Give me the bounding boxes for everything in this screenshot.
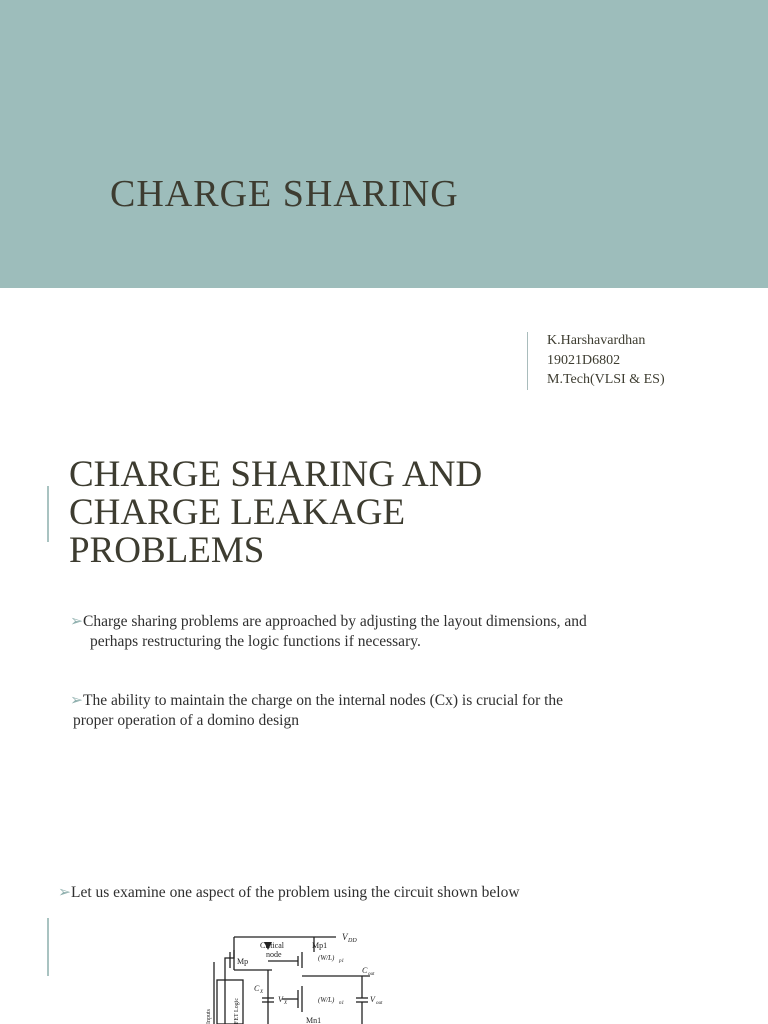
critical-node-label: Critical [260,941,284,950]
author-divider [527,332,528,390]
slide-title: CHARGE SHARING [110,173,459,215]
cout-subscript: out [368,972,375,977]
fet-logic-label: FET Logic [234,997,240,1024]
bullet-examine-circuit [58,883,698,903]
slide2-accent-rule [47,486,49,542]
author-name: K.Harshavardhan [547,333,646,348]
slide2-title [69,456,719,570]
slide3-accent-rule [47,918,49,976]
bullet-text: perhaps restructuring the logic functions if necessary. [90,633,421,650]
wl-n1-label: (W/L) [318,996,335,1004]
cx-label: C [254,984,260,993]
cx-subscript: X [260,990,264,995]
bullet-text: Charge sharing problems are approached by adjusting the layout dimensions, and [83,613,587,630]
vdd-subscript: DD [348,938,357,944]
slide2-title-line: CHARGE SHARING AND [69,454,483,495]
cout-label: C [362,966,368,975]
vx-label: V [278,995,283,1004]
wl-p1-label: (W/L) [318,954,335,962]
author-id: 19021D6802 [547,352,621,368]
domino-circuit-diagram [190,928,400,1024]
bullet-text: proper operation of a domino design [73,712,299,729]
mp1-label: Mp1 [312,941,328,950]
slide2-title-line: CHARGE LEAKAGE [69,492,406,533]
node-label: node [266,950,282,959]
author-block [547,331,665,390]
bullet-arrow-icon: ➢ [70,613,83,630]
vx-subscript: X [284,1001,288,1006]
vout-subscript: out [376,1001,383,1006]
mn1-label: Mn1 [306,1016,322,1024]
author-program: M.Tech(VLSI & ES) [547,372,665,387]
wl-p1-subscript: p1 [339,959,344,964]
title-slide-banner [0,0,768,288]
inputs-label: Inputs [206,1009,212,1024]
vdd-label: V [342,932,348,942]
bullet-maintain-charge [70,691,710,731]
bullet-charge-sharing [70,612,710,652]
vout-label: V [370,995,375,1004]
bullet-arrow-icon: ➢ [70,692,83,709]
wl-n1-subscript: n1 [339,1001,344,1006]
bullet-text: Let us examine one aspect of the problem using the circuit shown below [71,884,520,901]
bullet-text: The ability to maintain the charge on the internal nodes (Cx) is crucial for the [83,692,564,709]
slide2-title-line: PROBLEMS [69,530,265,571]
mp-label: Mp [237,957,249,966]
bullet-arrow-icon: ➢ [58,884,71,901]
